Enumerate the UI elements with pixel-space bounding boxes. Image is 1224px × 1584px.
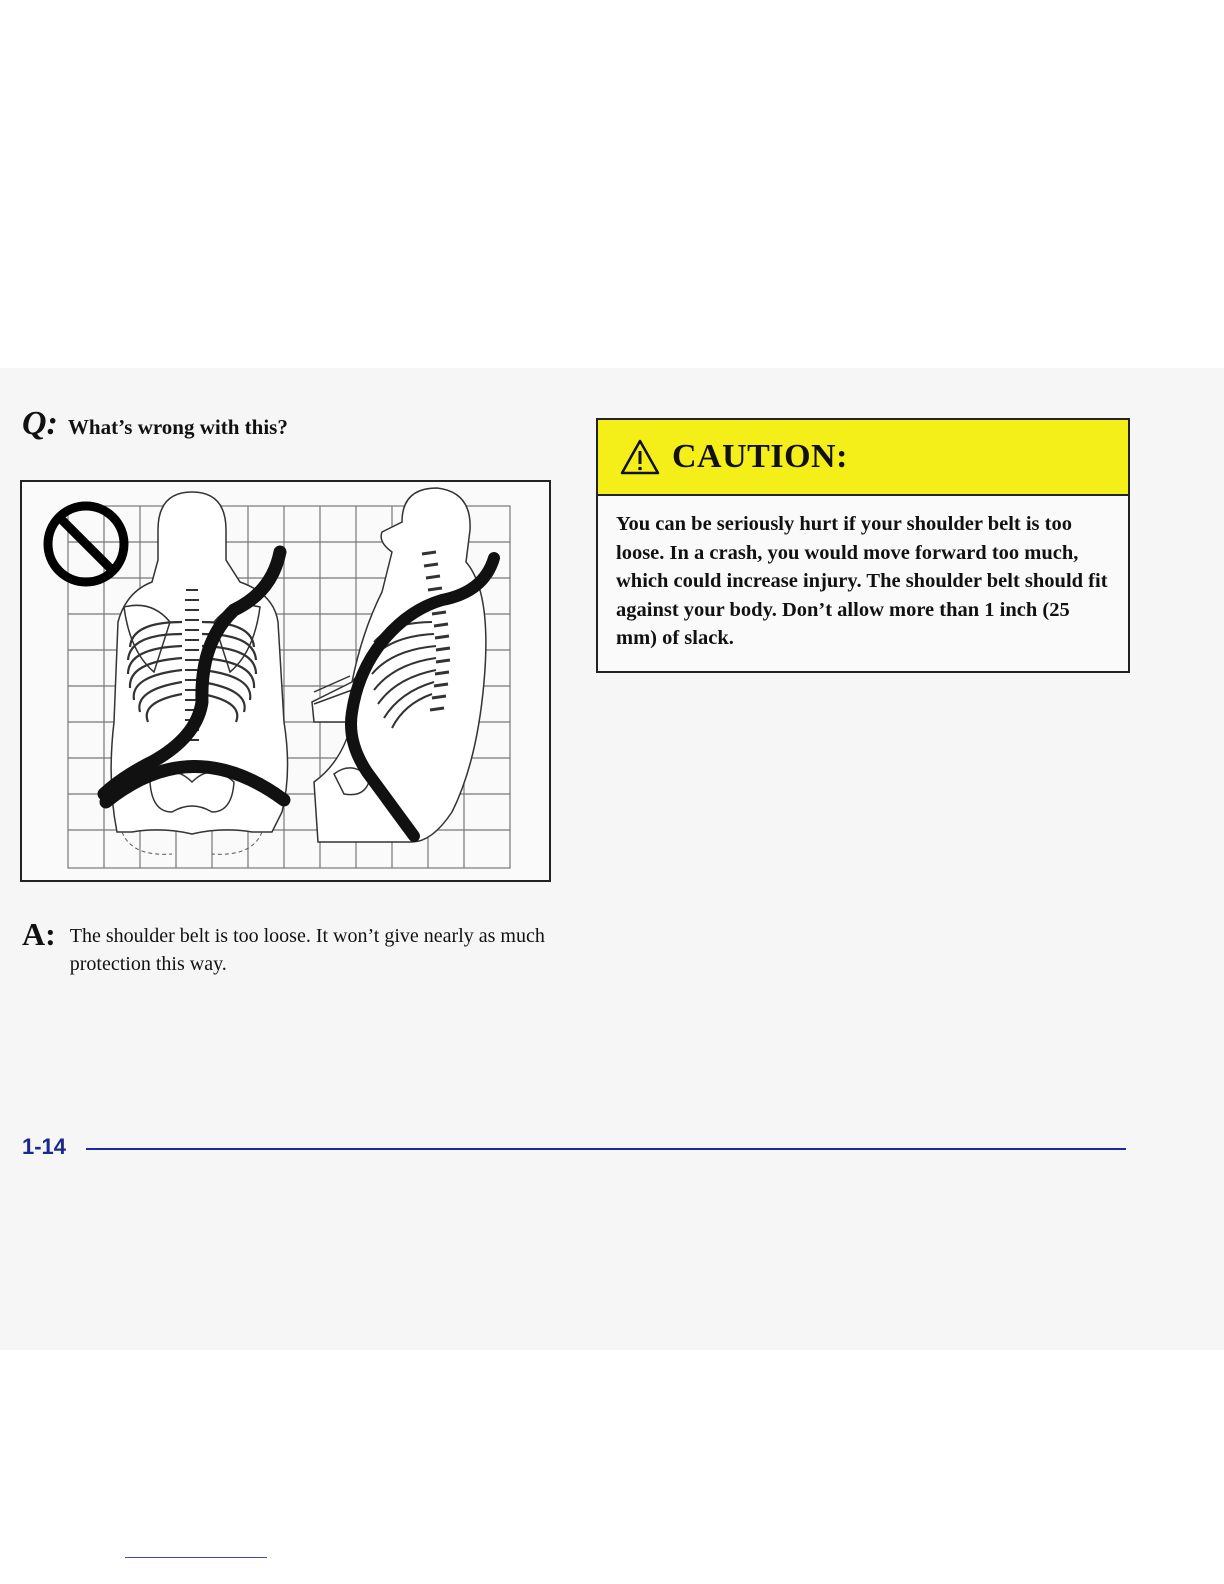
caution-header [598,420,1128,496]
question-text: What’s wrong with this? [67,415,288,439]
caution-text: You can be seriously hurt if your shoulder belt is too loose. In a crash, you would move forward too much, which could increase injury. The shoulder belt should fit against your body. Don’t allow more than 1 inch (25 mm) of slack. [616,513,1108,649]
side-view-figure [312,488,494,842]
seatbelt-illustration [22,482,549,880]
warning-triangle-icon [620,439,660,475]
page-number: 1-14 [22,1134,67,1159]
question-letter: Q: [22,405,58,442]
caution-title: CAUTION: [672,438,848,475]
answer-letter: A: [22,916,56,952]
question [22,405,288,443]
answer-text: The shoulder belt is too loose. It won’t give nearly as much protection this way. [69,925,545,975]
answer [22,918,550,978]
back-view-figure [104,492,288,854]
caution-box [596,418,1130,673]
footer-rule [86,1148,1126,1150]
illustration-box [20,480,551,882]
prohibited-icon [48,506,124,582]
bottom-rule [125,1557,267,1558]
